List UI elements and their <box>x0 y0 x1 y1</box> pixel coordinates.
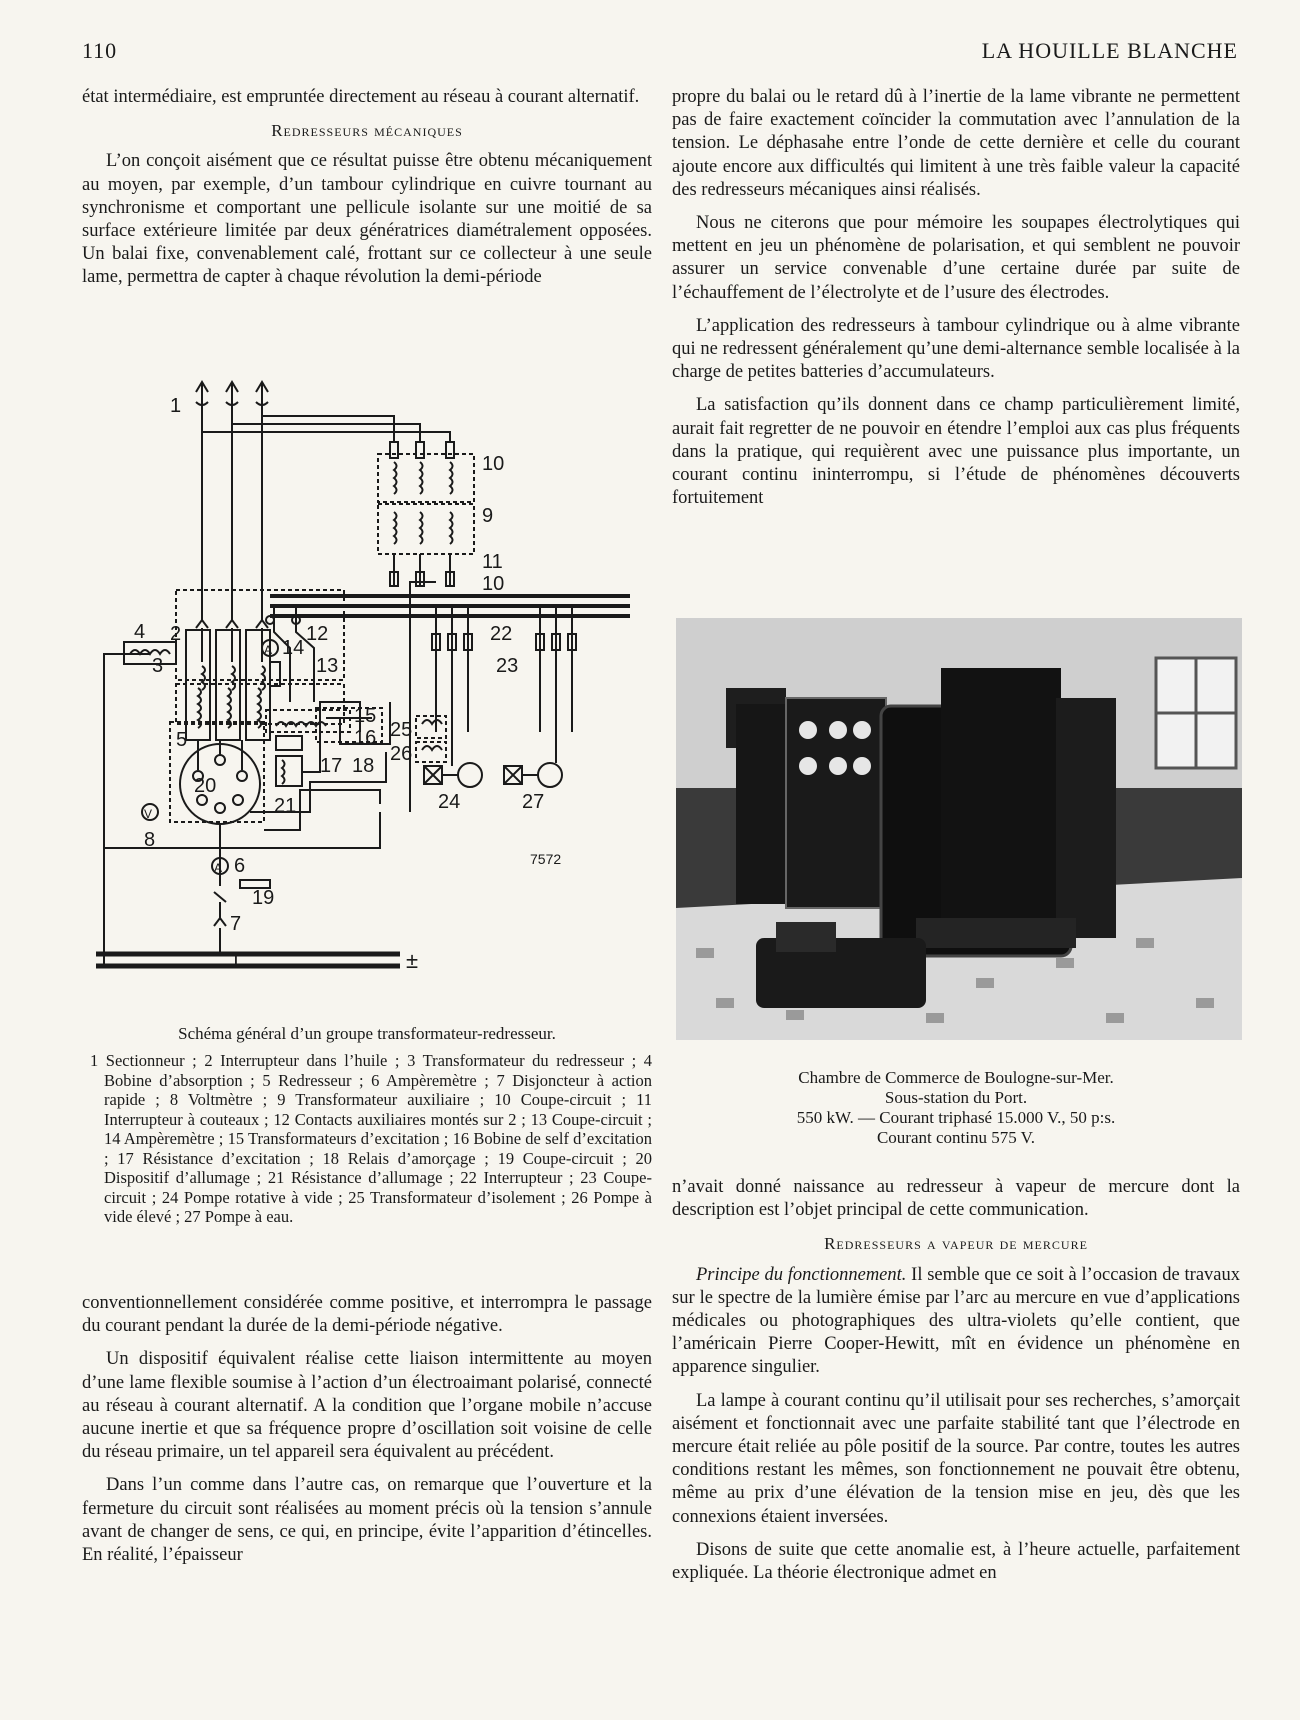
diagram-label: 12 <box>306 623 329 645</box>
diagram-label: 16 <box>354 727 377 749</box>
diagram-label: 23 <box>496 655 519 677</box>
diagram-label: 7 <box>230 913 242 935</box>
diagram-label: 27 <box>522 791 545 813</box>
diagram-label: 25 <box>390 719 413 741</box>
polarity-symbol: ± <box>406 948 419 973</box>
right-column-bottom <box>672 1176 1240 1595</box>
paragraph <box>672 1264 1240 1380</box>
paragraph: conventionnellement considérée comme positive, et interrompra le passage du courant pendant la durée de la demi-période négative. <box>82 1293 652 1337</box>
diagram-label: 20 <box>194 775 217 797</box>
journal-title: LA HOUILLE BLANCHE <box>981 38 1238 63</box>
diagram-label: 1 <box>170 395 182 417</box>
photo-caption <box>672 1068 1240 1148</box>
voltmeter-symbol: V <box>144 807 153 821</box>
diagram-label: 18 <box>352 755 375 777</box>
diagram-label: 9 <box>482 505 494 527</box>
photo-caption-line: Chambre de Commerce de Boulogne-sur-Mer. <box>798 1068 1114 1087</box>
substation-photo <box>676 618 1242 1040</box>
diagram-label: 8 <box>144 829 156 851</box>
photo-caption-line: 550 kW. — Courant triphasé 15.000 V., 50 p:s. <box>796 1108 1116 1127</box>
page-number: 110 <box>82 38 118 63</box>
paragraph: L’application des redresseurs à tambour cylindrique ou à alme vibrante qui ne redressent généralement qu’une demi-alternance semble localisée à la charge de petites batteries d’accumulateurs. <box>672 315 1240 383</box>
paragraph: La lampe à courant continu qu’il utilisait pour ses recherches, s’amorçait aisément et fonctionnait avec une parfaite stabilité tant que l’électrode en mercure était reliée au pôle positif de la source. Par contre, toutes les autres conditions restant les mêmes, son fonctionnement ne pouvait être obtenu, même au prix d’une élévation de la tension mise en jeu, dès que les connexions étaient inversées. <box>672 1390 1240 1527</box>
photo-caption-line: Sous-station du Port. <box>884 1088 1028 1107</box>
diagram-label: 21 <box>274 795 297 817</box>
diagram-label: 15 <box>354 705 377 727</box>
paragraph: propre du balai ou le retard dû à l’inertie de la lame vibrante ne permettent pas de faire exactement coïncider la commutation avec l’annulation de la tension. Le déphasahe entre l’onde de cette dernière et celle du courant ajoute encore aux difficultés qui limitent à une très faible valeur la capacité des redresseurs mécaniques ainsi réalisés. <box>672 87 1240 200</box>
diagram-label: 19 <box>252 887 275 909</box>
ammeter-symbol: A <box>214 861 223 875</box>
diagram-label: 6 <box>234 855 246 877</box>
substation-photo-drawing <box>676 618 1242 1040</box>
left-column-bottom <box>82 1292 652 1577</box>
diagram-label: 4 <box>134 621 146 643</box>
diagram-label: 22 <box>490 623 513 645</box>
figure-legend: 1 Sectionneur ; 2 Interrupteur dans l’huile ; 3 Transformateur du redresseur ; 4 Bobine d’absorption ; 5 Redresseur ; 6 Ampèremètre ; 7 Disjoncteur à action rapide ; 8 Voltmètre ; 9 Transformateur auxiliaire ; 10 Coupe-circuit ; 11 Interrupteur à couteaux ; 12 Contacts auxiliaires montés sur 2 ; 13 Coupe-circuit ; 14 Ampèremètre ; 15 Transformateurs d’excitation ; 16 Bobine de self d’excitation ; 17 Résistance d’excitation ; 18 Relais d’amorçage ; 19 Coupe-circuit ; 20 Dispositif d’allumage ; 21 Résistance d’allumage ; 22 Interrupteur ; 23 Coupe-circuit ; 24 Pompe rotative à vide ; 25 Transformateur d’isolement ; 26 Pompe à vide élevé ; 27 Pompe à eau. <box>90 1051 652 1227</box>
diagram-label: 10 <box>482 573 505 595</box>
paragraph: Un dispositif équivalent réalise cette liaison intermittente au moyen d’une lame flexible soumise à l’action d’un électroaimant polarisé, connecté au réseau à courant alternatif. A la condition que l’organe mobile n’accuse aucune inertie et que sa fréquence propre d’oscillation soit voisine de celle du réseau primaire, un tel appareil sera équivalent au précédent. <box>82 1349 652 1463</box>
right-column-top <box>672 86 1240 520</box>
diagram-label: 1 <box>230 949 242 971</box>
paragraph: Dans l’un comme dans l’autre cas, on remarque que l’ouverture et la fermeture du circuit sont réalisées au moment précis où la tension s’annule avant de changer de sens, ce qui, en principe, évite l’apparition d’étincelles. En réalité, l’épaisseur <box>82 1475 652 1566</box>
paragraph: La satisfaction qu’ils donnent dans ce champ particulièrement limité, aurait fait regretter de ne pouvoir en étendre l’emploi aux cas plus fréquents dans la pratique, qui requièrent avec une puissance plus importante, un courant continu ininterrompu, si l’étude de phénomènes découverts fortuitement <box>672 395 1240 509</box>
diagram-label: 3 <box>152 655 164 677</box>
diagram-label: 10 <box>482 453 505 475</box>
diagram-label: 24 <box>438 791 461 813</box>
diagram-label: 11 <box>482 551 503 573</box>
figure-reference: 7572 <box>530 851 562 867</box>
ammeter-symbol: A <box>264 643 273 657</box>
section-title: Redresseurs mécaniques <box>271 121 463 141</box>
paragraph-text: Il semble que ce soit à l’occasion de travaux sur le spectre de la lumière émise par l’arc au mercure en vue d’applications médicales ou photographiques des ultra-violets qu’elle contient, que l’américain Pierre Cooper-Hewitt, mît en évidence un phénomène en apparence singulier. <box>672 1264 1240 1378</box>
paragraph: état intermédiaire, est empruntée directement au réseau à courant alternatif. <box>82 87 640 107</box>
diagram-label: 14 <box>282 637 305 659</box>
diagram-label: 26 <box>390 743 413 765</box>
paragraph: L’on conçoit aisément que ce résultat puisse être obtenu mécaniquement au moyen, par exemple, d’un tambour cylindrique en cuivre tournant au synchronisme et comportant une pellicule isolante sur une moitié de sa surface extérieure limitée par deux génératrices diamétralement opposées. Un balai fixe, convenablement calé, frottant sur ce collecteur à une seule lame, permettra de capter à chaque révolution la demi-période <box>82 151 652 288</box>
paragraph: Nous ne citerons que pour mémoire les soupapes électrolytiques qui mettent en jeu un phénomène de polarisation, et qui semblent ne pouvoir assurer un service convenable d’une certaine durée par suite de l’échauffement de l’électrolyte et de l’usure des électrodes. <box>672 213 1240 303</box>
left-column-top <box>82 86 652 300</box>
photo-caption-line: Courant continu 575 V. <box>876 1128 1036 1147</box>
italic-heading: Principe du fonctionnement. <box>696 1264 907 1285</box>
diagram-label: 2 <box>170 623 182 645</box>
paragraph: n’avait donné naissance au redresseur à vapeur de mercure dont la description est l’objet principal de cette communication. <box>672 1177 1240 1221</box>
diagram-label: 5 <box>176 729 188 751</box>
diagram-label: 13 <box>316 655 339 677</box>
figure-caption-title: Schéma général d’un groupe transformateur-redresseur. <box>178 1024 556 1043</box>
figure-caption <box>82 1022 652 1227</box>
diagram-label: 17 <box>320 755 343 777</box>
circuit-diagram <box>90 372 650 1012</box>
section-title: Redresseurs a vapeur de mercure <box>824 1234 1088 1254</box>
paragraph: Disons de suite que cette anomalie est, à l’heure actuelle, parfaitement expliquée. La théorie électronique admet en <box>672 1539 1240 1584</box>
